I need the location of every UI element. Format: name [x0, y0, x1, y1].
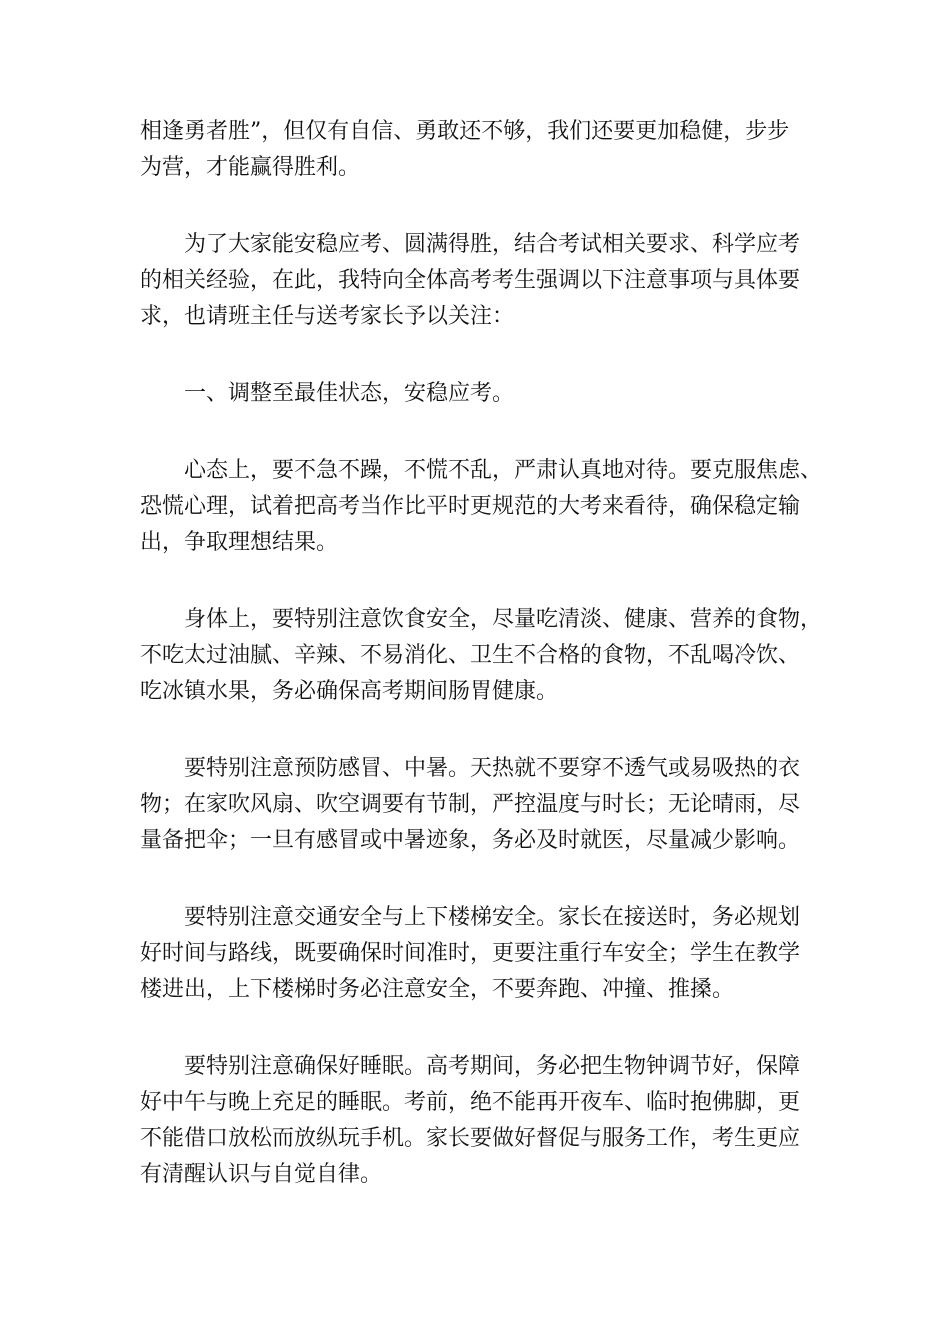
- text-line: 要特别注意交通安全与上下楼梯安全。家长在接送时，务必规划: [140, 905, 801, 930]
- text-line: 好中午与晚上充足的睡眠。考前，绝不能再开夜车、临时抱佛脚，更: [140, 1090, 801, 1115]
- text-line: 出，争取理想结果。: [140, 530, 339, 555]
- paragraph-1: [140, 114, 820, 186]
- text-line: 量备把伞；一旦有感冒或中暑迹象，务必及时就医，尽量减少影响。: [140, 828, 801, 853]
- text-line: 有清醒认识与自觉自律。: [140, 1162, 383, 1187]
- paragraph-2: [140, 227, 820, 335]
- paragraph-mindset: [140, 453, 823, 561]
- text-line: 一、调整至最佳状态，安稳应考。: [140, 381, 515, 406]
- text-line: 物；在家吹风扇、吹空调要有节制，严控温度与时长；无论晴雨，尽: [140, 792, 801, 817]
- paragraph-health: [140, 602, 823, 710]
- text-line: 不吃太过油腻、辛辣、不易消化、卫生不合格的食物，不乱喝冷饮、: [140, 643, 801, 668]
- paragraph-traffic-safety: [140, 900, 820, 1008]
- text-line: 心态上，要不急不躁，不慌不乱，严肃认真地对待。要克服焦虑、: [140, 458, 823, 483]
- document-body: [140, 114, 823, 1234]
- text-line: 恐慌心理，试着把高考当作比平时更规范的大考来看待，确保稳定输: [140, 494, 801, 519]
- text-line: 楼进出，上下楼梯时务必注意安全，不要奔跑、冲撞、推搡。: [140, 977, 735, 1002]
- text-line: 好时间与路线，既要确保时间准时，更要注重行车安全；学生在教学: [140, 941, 801, 966]
- text-line: 要特别注意预防感冒、中暑。天热就不要穿不透气或易吸热的衣: [140, 756, 801, 781]
- text-line: 相逢勇者胜”，但仅有自信、勇敢还不够，我们还要更加稳健，步步: [140, 119, 790, 144]
- text-line: 要特别注意确保好睡眠。高考期间，务必把生物钟调节好，保障: [140, 1054, 801, 1079]
- text-line: 的相关经验，在此，我特向全体高考考生强调以下注意事项与具体要: [140, 268, 801, 293]
- text-line: 不能借口放松而放纵玩手机。家长要做好督促与服务工作，考生更应: [140, 1126, 801, 1151]
- text-line: 身体上，要特别注意饮食安全，尽量吃清淡、健康、营养的食物，: [140, 607, 823, 632]
- text-line: 为了大家能安稳应考、圆满得胜，结合考试相关要求、科学应考: [140, 232, 801, 257]
- text-line: 吃冰镇水果，务必确保高考期间肠胃健康。: [140, 679, 559, 704]
- paragraph-cold-heatstroke: [140, 751, 820, 859]
- paragraph-sleep: [140, 1049, 820, 1193]
- section-heading: [140, 376, 820, 412]
- text-line: 求，也请班主任与送考家长予以关注：: [140, 304, 515, 329]
- text-line: 为营，才能赢得胜利。: [140, 155, 361, 180]
